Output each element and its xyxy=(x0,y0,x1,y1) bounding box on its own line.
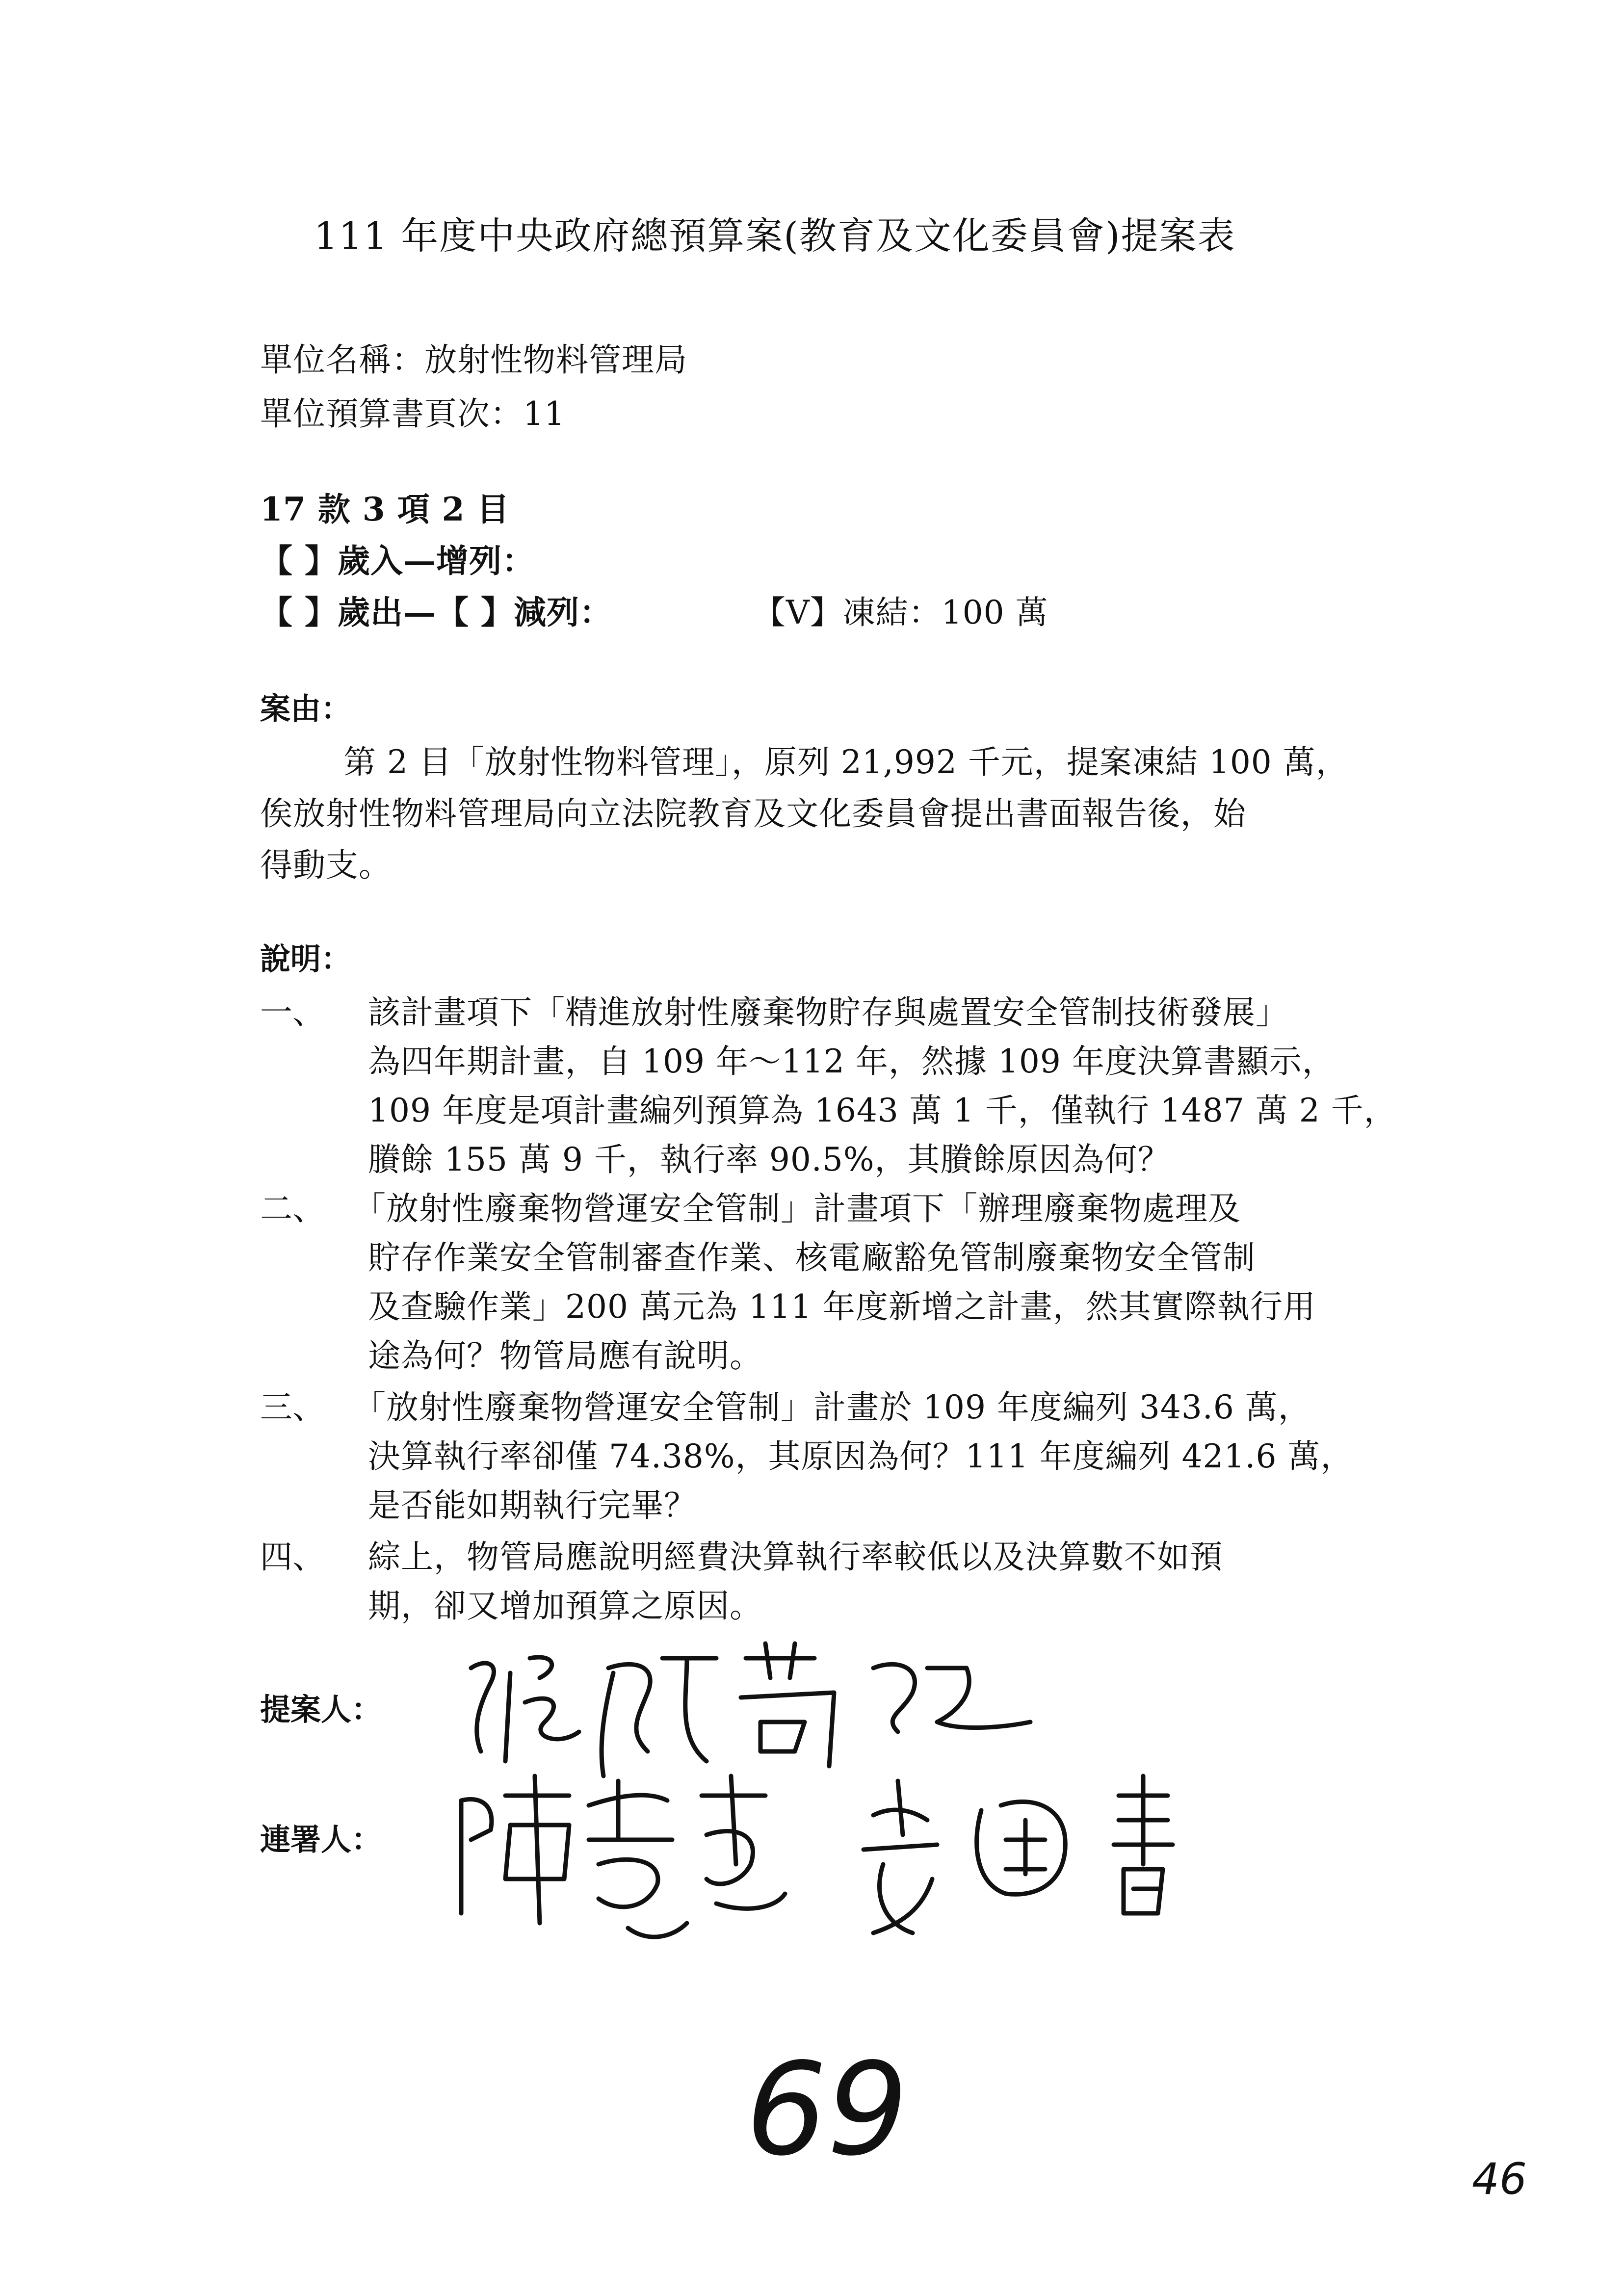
item-number: 一、 xyxy=(260,993,325,1031)
unit-budget-page: 單位預算書頁次：11 xyxy=(260,395,565,433)
explanation-line: 期，卻又增加預算之原因。 xyxy=(368,1587,762,1625)
explanation-line: 賸餘 155 萬 9 千，執行率 90.5%，其賸餘原因為何？ xyxy=(368,1141,1171,1178)
explanation-line: 途為何？物管局應有說明。 xyxy=(368,1337,762,1375)
explanation-line: 決算執行率卻僅 74.38%，其原因為何？111 年度編列 421.6 萬， xyxy=(368,1437,1354,1475)
reason-line: 第 2 目「放射性物料管理」，原列 21,992 千元，提案凍結 100 萬， xyxy=(343,743,1349,781)
expense-line: 【 】歲出—【 】減列： xyxy=(260,593,612,631)
reason-line: 得動支。 xyxy=(260,846,392,884)
document-title: 111 年度中央政府總預算案(教育及文化委員會)提案表 xyxy=(314,214,1236,258)
unit-name: 單位名稱：放射性物料管理局 xyxy=(260,341,687,379)
item-number: 四、 xyxy=(260,1538,325,1576)
handwritten-page-number: 69 xyxy=(746,2036,908,2184)
explanation-line: 109 年度是項計畫編列預算為 1643 萬 1 千，僅執行 1487 萬 2 千， xyxy=(368,1092,1397,1129)
explanation-line: 是否能如期執行完畢？ xyxy=(368,1487,697,1524)
explanation-line: 為四年期計畫，自 109 年～112 年，然據 109 年度決算書顯示， xyxy=(368,1043,1335,1080)
page-number: 46 xyxy=(1472,2154,1527,2204)
cosigner-signatures xyxy=(442,1766,1227,1953)
revenue-line: 【 】歲入—增列： xyxy=(260,542,535,580)
item-code: 17 款 3 項 2 目 xyxy=(260,490,510,528)
item-number: 三、 xyxy=(260,1388,325,1426)
item-number: 二、 xyxy=(260,1190,325,1227)
explanation-line: 綜上，物管局應說明經費決算執行率較低以及決算數不如預 xyxy=(368,1538,1223,1576)
explanation-line: 「放射性廢棄物營運安全管制」計畫項下「辦理廢棄物處理及 xyxy=(353,1190,1241,1227)
explanation-line: 貯存作業安全管制審查作業、核電廠豁免管制廢棄物安全管制 xyxy=(368,1239,1256,1277)
proposer-label: 提案人： xyxy=(260,1692,382,1727)
explanation-line: 「放射性廢棄物營運安全管制」計畫於 109 年度編列 343.6 萬， xyxy=(353,1388,1311,1426)
explanation-line: 該計畫項下「精進放射性廢棄物貯存與處置安全管制技術發展」 xyxy=(368,993,1288,1031)
reason-label: 案由： xyxy=(260,691,352,727)
explanation-line: 及查驗作業」200 萬元為 111 年度新增之計畫，然其實際執行用 xyxy=(368,1288,1316,1326)
cosigner-label: 連署人： xyxy=(260,1822,382,1857)
freeze-line: 【V】凍結：100 萬 xyxy=(753,594,1048,631)
reason-line: 俟放射性物料管理局向立法院教育及文化委員會提出書面報告後，始 xyxy=(260,795,1246,833)
explanation-label: 說明： xyxy=(260,941,352,977)
